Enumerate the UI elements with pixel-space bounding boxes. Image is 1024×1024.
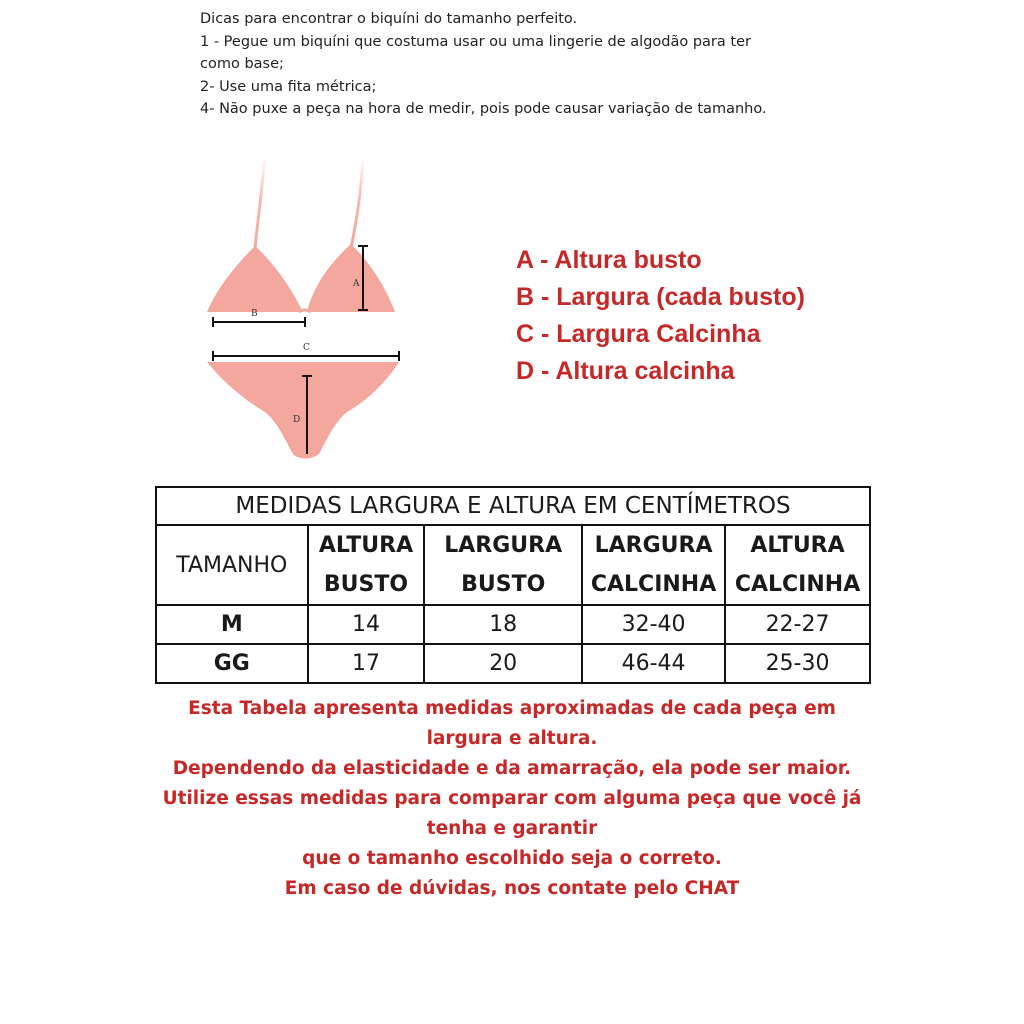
table-cell: 18 bbox=[424, 605, 582, 644]
table-row bbox=[156, 605, 870, 644]
tips-title: Dicas para encontrar o biquíni do tamanho perfeito. bbox=[200, 11, 578, 27]
table-cell: 32-40 bbox=[582, 605, 725, 644]
header-largura-busto bbox=[424, 525, 582, 605]
note-line: Dependendo da elasticidade e da amarração, ela pode ser maior. bbox=[172, 758, 852, 779]
notes-block bbox=[112, 694, 912, 904]
tips-item: 1 - Pegue um biquíni que costuma usar ou uma lingerie de algodão para ter bbox=[200, 33, 751, 50]
table-cell: 25-30 bbox=[725, 644, 870, 683]
table-title: MEDIDAS LARGURA E ALTURA EM CENTÍMETROS bbox=[156, 487, 870, 525]
header-line: LARGURA bbox=[444, 533, 563, 558]
header-line: CALCINHA bbox=[734, 572, 861, 597]
table-cell: 46-44 bbox=[582, 644, 725, 683]
measurement-legend bbox=[516, 242, 805, 390]
table-cell: 20 bbox=[424, 644, 582, 683]
tips-item: como base; bbox=[200, 56, 284, 72]
note-line: largura e altura. bbox=[426, 728, 598, 749]
header-altura-calcinha bbox=[725, 525, 870, 605]
label-c: C bbox=[303, 343, 310, 353]
table-header-row bbox=[156, 525, 870, 605]
legend-item-c: C - Largura Calcinha bbox=[516, 320, 761, 348]
note-line: que o tamanho escolhido seja o correto. bbox=[302, 848, 722, 869]
label-a: A bbox=[353, 279, 360, 289]
table-row bbox=[156, 644, 870, 683]
left-cup bbox=[207, 246, 303, 312]
label-b: B bbox=[251, 309, 258, 319]
table-cell: 22-27 bbox=[725, 605, 870, 644]
header-line: BUSTO bbox=[461, 572, 546, 597]
header-line: CALCINHA bbox=[590, 572, 717, 597]
table-cell: 17 bbox=[308, 644, 425, 683]
tips-block bbox=[200, 8, 860, 121]
header-line: ALTURA bbox=[750, 533, 845, 558]
header-line: LARGURA bbox=[594, 533, 713, 558]
row-size: M bbox=[156, 605, 308, 644]
label-d: D bbox=[293, 415, 301, 425]
header-line: ALTURA bbox=[318, 533, 414, 558]
header-largura-calcinha bbox=[582, 525, 725, 605]
size-table bbox=[155, 486, 871, 684]
right-strap bbox=[351, 156, 363, 248]
note-line: Utilize essas medidas para comparar com alguma peça que você já bbox=[162, 788, 862, 809]
header-size: TAMANHO bbox=[156, 525, 308, 605]
row-size: GG bbox=[156, 644, 308, 683]
header-altura-busto bbox=[308, 525, 425, 605]
tips-item: 2- Use uma fita métrica; bbox=[200, 78, 377, 95]
table-cell: 14 bbox=[308, 605, 425, 644]
legend-item-d: D - Altura calcinha bbox=[516, 357, 735, 385]
header-line: BUSTO bbox=[323, 572, 409, 597]
table-title-row bbox=[156, 487, 870, 525]
note-line: Esta Tabela apresenta medidas aproximadas de cada peça em bbox=[188, 698, 836, 719]
tips-item: 4- Não puxe a peça na hora de medir, pois pode causar variação de tamanho. bbox=[200, 101, 767, 117]
bikini-diagram bbox=[195, 148, 415, 468]
right-cup bbox=[307, 244, 395, 312]
legend-item-b: B - Largura (cada busto) bbox=[516, 283, 805, 311]
left-strap bbox=[255, 156, 265, 248]
note-line: tenha e garantir bbox=[426, 818, 598, 839]
center-band bbox=[299, 310, 311, 312]
legend-item-a: A - Altura busto bbox=[516, 246, 702, 274]
note-line: Em caso de dúvidas, nos contate pelo CHAT bbox=[284, 878, 740, 899]
